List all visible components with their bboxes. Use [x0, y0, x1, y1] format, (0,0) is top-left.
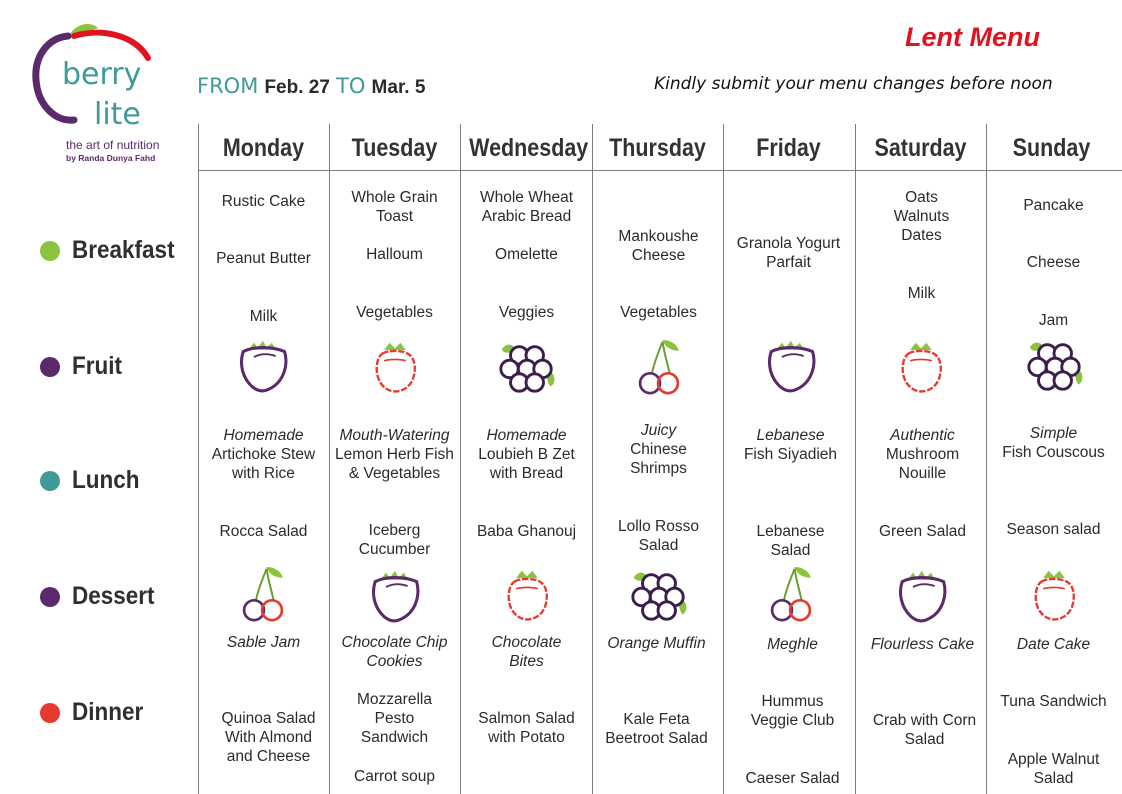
to-date: Mar. 5	[371, 77, 426, 98]
day-header-saturday: Saturday	[874, 134, 967, 162]
brand-byline: by Randa Dunya Fahd	[66, 153, 156, 163]
menu-item: Granola Yogurt Parfait	[736, 235, 841, 271]
menu-item: Rocca Salad	[219, 523, 308, 540]
meal-label: Dessert	[72, 582, 155, 610]
meal-breakfast	[40, 236, 186, 265]
meal-label: Lunch	[72, 466, 140, 494]
menu-item: Lebanese Fish Siyadieh	[743, 427, 838, 463]
day-header-tuesday: Tuesday	[351, 134, 438, 162]
meal-label: Dinner	[72, 698, 144, 726]
menu-item: Juicy Chinese Shrimps	[630, 422, 687, 477]
menu-item: Simple Fish Couscous	[1002, 425, 1105, 461]
from-date: Feb. 27	[264, 77, 330, 98]
menu-item: Mouth-Watering Lemon Herb Fish & Vegetables	[335, 427, 454, 482]
menu-item: Chocolate Bites	[491, 634, 562, 670]
menu-item: Lebanese Salad	[756, 523, 825, 559]
header-divider	[198, 170, 1122, 171]
blueberries-icon	[1024, 334, 1086, 396]
dinner-dot-icon	[40, 703, 60, 723]
from-label: FROM	[197, 74, 259, 98]
menu-item: Orange Muffin	[607, 635, 706, 652]
menu-item: Lollo Rosso Salad	[618, 518, 699, 554]
menu-item: Iceberg Cucumber	[358, 522, 431, 558]
day-header-friday: Friday	[756, 134, 821, 162]
menu-item: Tuna Sandwich	[1000, 693, 1107, 710]
menu-item: Whole Wheat Arabic Bread	[479, 189, 574, 225]
menu-item: Jam	[1038, 312, 1069, 329]
lunch-dot-icon	[40, 471, 60, 491]
meal-dessert	[40, 582, 164, 611]
menu-item: Mankoushe Cheese	[618, 228, 699, 264]
blueberries-icon	[628, 564, 690, 626]
berry-icon	[764, 336, 818, 396]
berry-icon	[895, 566, 949, 626]
raspberry-icon	[894, 338, 948, 398]
berry-icon	[236, 336, 290, 396]
menu-item: Homemade Loubieh B Zet with Bread	[478, 427, 575, 482]
menu-item: Homemade Artichoke Stew with Rice	[211, 427, 316, 482]
menu-item: Kale Feta Beetroot Salad	[605, 711, 708, 747]
menu-item: Flourless Cake	[870, 636, 975, 653]
brand-tagline: the art of nutrition	[66, 138, 160, 152]
menu-item: Quinoa Salad With Almond and Cheese	[221, 710, 316, 765]
day-header-thursday: Thursday	[609, 134, 706, 162]
raspberry-icon	[1027, 566, 1081, 626]
menu-item: Oats Walnuts Dates	[893, 189, 950, 244]
menu-item: Milk	[907, 285, 936, 302]
menu-item: Cheese	[1026, 254, 1081, 271]
day-header-sunday: Sunday	[1012, 134, 1091, 162]
menu-item: Caeser Salad	[745, 770, 840, 787]
menu-item: Mozzarella Pesto Sandwich	[357, 691, 432, 746]
menu-title: Lent Menu	[905, 22, 1040, 52]
date-range	[197, 73, 425, 99]
breakfast-dot-icon	[40, 241, 60, 261]
menu-item: Date Cake	[1016, 636, 1091, 653]
menu-item: Omelette	[495, 246, 558, 263]
berry-icon	[368, 566, 422, 626]
menu-item: Milk	[249, 308, 278, 325]
menu-item: Chocolate Chip Cookies	[341, 634, 448, 670]
day-header-monday: Monday	[222, 134, 305, 162]
submission-note: Kindly submit your menu changes before noon	[654, 74, 1053, 94]
menu-item: Apple Walnut Salad	[1007, 751, 1100, 787]
menu-item: Halloum	[366, 246, 423, 263]
menu-item: Whole Grain Toast	[351, 189, 438, 225]
meal-fruit	[40, 352, 128, 381]
menu-item: Sable Jam	[226, 634, 301, 651]
dessert-dot-icon	[40, 587, 60, 607]
meal-label: Breakfast	[72, 236, 175, 264]
menu-item: Peanut Butter	[216, 250, 311, 267]
menu-item: Meghle	[767, 636, 818, 653]
menu-item: Vegetables	[356, 304, 433, 321]
menu-item: Hummus Veggie Club	[750, 693, 835, 729]
cherry-icon	[632, 334, 686, 400]
menu-item: Carrot soup	[354, 768, 435, 785]
meal-dinner	[40, 698, 151, 727]
to-label: TO	[336, 74, 366, 98]
blueberries-icon	[496, 336, 558, 398]
menu-item: Vegetables	[620, 304, 697, 321]
menu-item: Baba Ghanouj	[476, 523, 577, 540]
menu-item: Authentic Mushroom Nouille	[885, 427, 960, 482]
meal-lunch	[40, 466, 147, 495]
cherry-icon	[764, 560, 818, 628]
menu-item: Salmon Salad with Potato	[478, 710, 575, 746]
menu-item: Pancake	[1023, 197, 1084, 214]
cherry-icon	[236, 560, 290, 628]
menu-item: Crab with Corn Salad	[872, 712, 977, 748]
brand-word-2: lite	[94, 97, 141, 132]
raspberry-icon	[500, 566, 554, 626]
meal-label: Fruit	[72, 352, 122, 380]
menu-item: Green Salad	[878, 523, 967, 540]
day-header-wednesday: Wednesday	[469, 134, 589, 162]
menu-item: Rustic Cake	[221, 193, 306, 210]
menu-item: Veggies	[498, 304, 555, 321]
raspberry-icon	[368, 338, 422, 398]
brand-word-1: berry	[62, 57, 142, 92]
menu-item: Season salad	[1006, 521, 1101, 538]
fruit-dot-icon	[40, 357, 60, 377]
